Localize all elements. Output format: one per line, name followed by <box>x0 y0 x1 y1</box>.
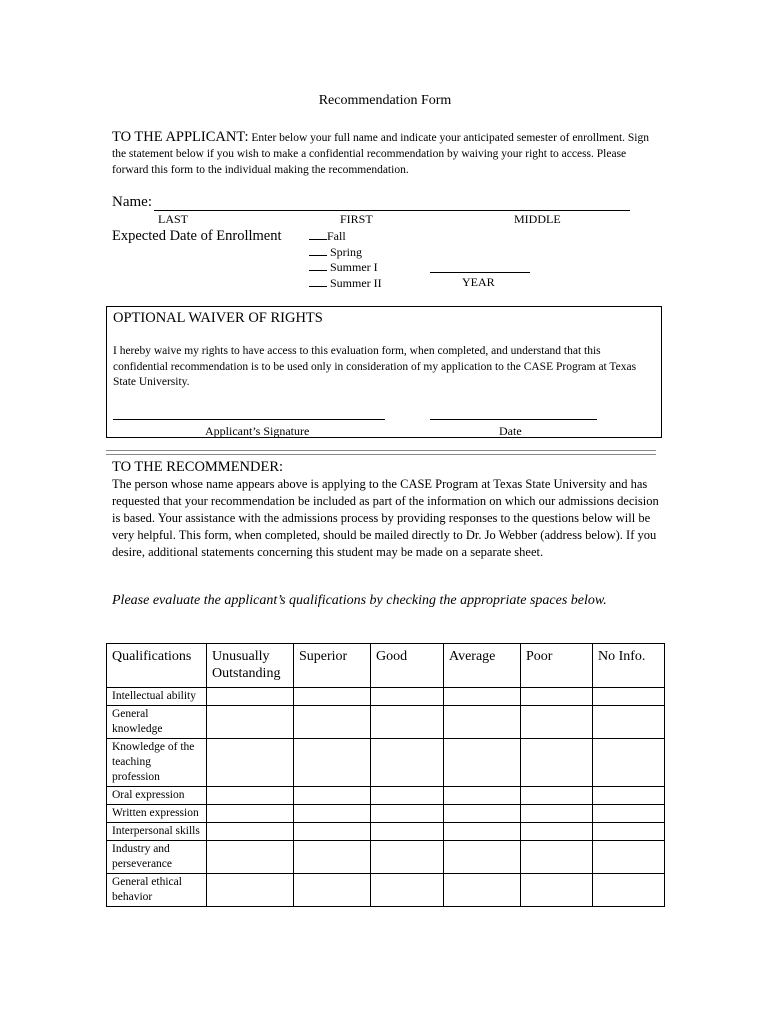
rating-cell[interactable] <box>207 787 294 805</box>
name-last-label: LAST <box>158 212 188 226</box>
date-label: Date <box>499 424 522 438</box>
waiver-text: I hereby waive my rights to have access to this evaluation form, when completed, and understand that this confidential recommendation is to be used only in consideration of my application to the CASE Program at Texas State University. <box>113 345 637 388</box>
rating-cell[interactable] <box>444 706 521 739</box>
rating-cell[interactable] <box>593 874 665 907</box>
form-title: Recommendation Form <box>318 93 452 108</box>
rating-cell[interactable] <box>207 823 294 841</box>
rating-cell[interactable] <box>294 706 371 739</box>
rating-cell[interactable] <box>593 823 665 841</box>
rating-cell[interactable] <box>371 706 444 739</box>
rating-cell[interactable] <box>444 841 521 874</box>
rating-cell[interactable] <box>207 688 294 706</box>
rating-cell[interactable] <box>593 805 665 823</box>
rating-cell[interactable] <box>593 787 665 805</box>
year-field[interactable] <box>430 272 530 273</box>
signature-label: Applicant’s Signature <box>205 424 310 438</box>
rating-cell[interactable] <box>371 823 444 841</box>
name-middle-label: MIDDLE <box>514 212 561 226</box>
table-row <box>107 874 665 907</box>
rating-cell[interactable] <box>371 805 444 823</box>
rating-cell[interactable] <box>521 874 593 907</box>
rating-cell[interactable] <box>593 688 665 706</box>
rating-cell[interactable] <box>207 739 294 787</box>
rating-cell[interactable] <box>444 739 521 787</box>
enrollment-options <box>309 229 382 291</box>
rating-cell[interactable] <box>521 823 593 841</box>
row-label: Oral expression <box>107 787 207 805</box>
header-qualifications: Qualifications <box>107 644 207 688</box>
rating-cell[interactable] <box>444 787 521 805</box>
signature-field[interactable] <box>113 419 385 420</box>
enrollment-option-spring[interactable]: Spring <box>309 245 382 261</box>
enrollment-option-summer-2[interactable]: Summer II <box>309 276 382 292</box>
date-field[interactable] <box>430 419 597 420</box>
recommender-text: The person whose name appears above is applying to the CASE Program at Texas State University and has requested that your recommendation be included as part of the information on which our admissions decision is based. Your assistance with the admissions process by providing responses to the questions below will be very helpful. This form, when completed, should be mailed directly to Dr. Jo Webber (address below). If you desire, additional statements concerning this student may be made on a separate sheet. <box>112 477 659 559</box>
rating-cell[interactable] <box>207 874 294 907</box>
enrollment-option-summer-1[interactable]: Summer I <box>309 260 382 276</box>
rating-cell[interactable] <box>294 805 371 823</box>
rating-cell[interactable] <box>371 841 444 874</box>
table-row <box>107 823 665 841</box>
row-label: General ethical behavior <box>107 874 207 907</box>
waiver-box <box>106 306 662 438</box>
rating-cell[interactable] <box>294 874 371 907</box>
row-label: Written expression <box>107 805 207 823</box>
rating-cell[interactable] <box>444 823 521 841</box>
rating-cell[interactable] <box>207 841 294 874</box>
rating-cell[interactable] <box>294 739 371 787</box>
row-label: Interpersonal skills <box>107 823 207 841</box>
name-label: Name: <box>112 194 152 210</box>
rating-cell[interactable] <box>593 706 665 739</box>
rating-cell[interactable] <box>294 823 371 841</box>
enrollment-option-fall[interactable]: Fall <box>309 229 382 245</box>
rating-cell[interactable] <box>521 787 593 805</box>
rating-cell[interactable] <box>371 688 444 706</box>
summer1-blank[interactable] <box>309 270 327 271</box>
name-field[interactable] <box>154 210 630 211</box>
rating-cell[interactable] <box>444 805 521 823</box>
table-row <box>107 706 665 739</box>
header-good: Good <box>371 644 444 688</box>
rating-cell[interactable] <box>521 706 593 739</box>
rating-cell[interactable] <box>371 739 444 787</box>
row-label: Industry and perseverance <box>107 841 207 874</box>
row-label: Knowledge of the teaching profession <box>107 739 207 787</box>
rating-cell[interactable] <box>371 874 444 907</box>
header-superior: Superior <box>294 644 371 688</box>
applicant-intro: Enter below your full name and indicate your anticipated semester of enrollment. Sign the statement below if you wish to make a confidential recommendation by waiving your right to access. Please forward this form to the individual making the recommendation. <box>112 132 649 176</box>
header-average: Average <box>444 644 521 688</box>
row-label: Intellectual ability <box>107 688 207 706</box>
fall-blank[interactable] <box>309 239 327 240</box>
section-divider <box>106 450 656 455</box>
header-no-info: No Info. <box>593 644 665 688</box>
rating-cell[interactable] <box>444 874 521 907</box>
rating-cell[interactable] <box>521 739 593 787</box>
table-row <box>107 841 665 874</box>
name-first-label: FIRST <box>340 212 373 226</box>
rating-cell[interactable] <box>294 688 371 706</box>
table-row <box>107 688 665 706</box>
year-label: YEAR <box>462 275 495 289</box>
rating-cell[interactable] <box>371 787 444 805</box>
rating-cell[interactable] <box>444 688 521 706</box>
summer2-blank[interactable] <box>309 286 327 287</box>
table-row <box>107 787 665 805</box>
rating-cell[interactable] <box>294 787 371 805</box>
rating-cell[interactable] <box>207 805 294 823</box>
recommender-heading: TO THE RECOMMENDER: <box>112 459 284 475</box>
rating-cell[interactable] <box>521 805 593 823</box>
header-poor: Poor <box>521 644 593 688</box>
table-row <box>107 805 665 823</box>
row-label: General knowledge <box>107 706 207 739</box>
rating-cell[interactable] <box>521 841 593 874</box>
evaluate-instruction: Please evaluate the applicant’s qualifications by checking the appropriate spaces below. <box>112 593 607 608</box>
rating-cell[interactable] <box>593 739 665 787</box>
header-unusually-outstanding: Unusually Outstanding <box>207 644 294 688</box>
waiver-heading: OPTIONAL WAIVER OF RIGHTS <box>113 310 323 326</box>
qualifications-table <box>106 643 665 907</box>
applicant-instructions <box>112 129 660 178</box>
rating-cell[interactable] <box>207 706 294 739</box>
table-row <box>107 739 665 787</box>
table-header-row <box>107 644 665 688</box>
applicant-heading: TO THE APPLICANT: <box>112 129 249 145</box>
enrollment-label: Expected Date of Enrollment <box>112 228 282 244</box>
rating-cell[interactable] <box>521 688 593 706</box>
spring-blank[interactable] <box>309 255 327 256</box>
rating-cell[interactable] <box>294 841 371 874</box>
rating-cell[interactable] <box>593 841 665 874</box>
